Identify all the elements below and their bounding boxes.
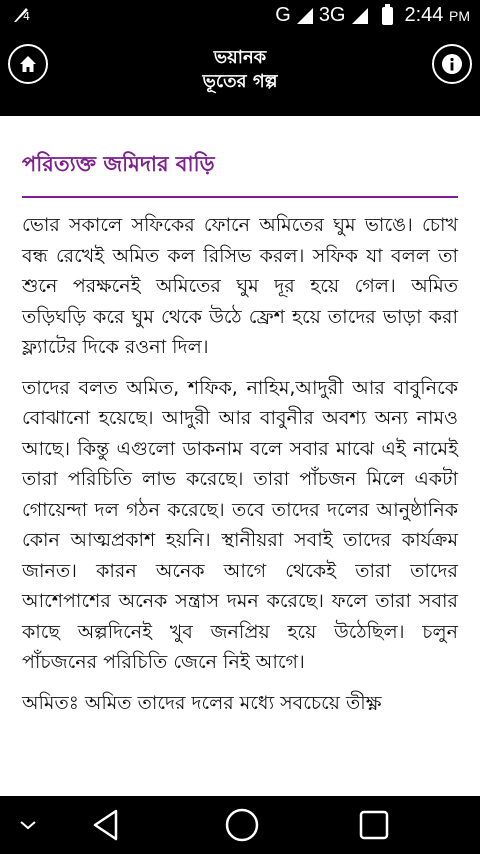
app-title [0, 46, 480, 94]
story-paragraph: তাদের বলত অমিত, শফিক, নাহিম,আদুরী আর বাবুনিকে বোঝানো হয়েছে। আদুরী আর বাবুনীর অবশ্য অন্য নামও আছে। কিন্তু এগুলো ডাকনাম বলে সবার মাঝে এই নামেই তারা পরিচিতি লাভ করেছে। তারা পাঁচজন মিলে একটা গোয়েন্দা দল গঠন করেছে। তবে তাদের দলের আনুষ্ঠানিক কোন আত্মপ্রকাশ হয়নি। স্থানীয়রা সবাই তাদের কার্যক্রম জানত। কারন অনেক আগে থেকেই তারা তাদের আশেপাশের অনেক সন্ত্রাস দমন করেছে। ফলে তারা সবার কাছে অল্পদিনেই খুব জনপ্রিয় হয়ে উঠেছিল। চলুন পাঁচজনের পরিচিতি জেনে নিই আগে। [22, 376, 458, 673]
back-icon [90, 808, 122, 842]
signal-icon [297, 8, 313, 24]
story-paragraph: অমিতঃ অমিত তাদের দলের মধ্যে সবচেয়ে তীক্ষ্ণ [22, 691, 382, 714]
nav-home-button[interactable] [222, 805, 262, 845]
chevron-down-icon [18, 818, 38, 832]
status-icons [275, 4, 470, 27]
story-title: পরিত্যক্ত জমিদার বাড়ি [22, 152, 215, 176]
clock-time: 2:44 [404, 4, 444, 26]
title-divider [22, 196, 458, 198]
notification-badge: 4 [23, 10, 30, 23]
status-time [405, 4, 471, 27]
home-circle-icon [224, 807, 260, 843]
story-content[interactable] [0, 116, 480, 796]
story-body [22, 210, 458, 728]
info-button[interactable] [432, 44, 472, 84]
status-bar [0, 0, 480, 32]
battery-icon [382, 7, 393, 25]
app-title-line2: ভূতের গল্প [202, 71, 278, 92]
signal-icon-2 [352, 8, 368, 24]
story-paragraph: ভোর সকালে সফিকের ফোনে অমিতের ঘুম ভাঙে। চোখ বন্ধ রেখেই অমিত কল রিসিভ করল। সফিক যা বলল তা শুনে পরক্ষনেই অমিতের ঘুম দূর হয়ে গেল। অমিত তড়িঘড়ি করে ঘুম থেকে উঠে ফ্রেশ হয়ে তাদের ভাড়া করা ফ্ল্যাটের দিকে রওনা দিল। [22, 214, 458, 358]
info-icon [441, 53, 463, 75]
app-title-line1: ভয়ানক [213, 47, 267, 68]
nav-collapse-button[interactable] [8, 805, 48, 845]
network-g-label: G [275, 4, 291, 26]
nav-recents-button[interactable] [354, 805, 394, 845]
system-nav-bar [0, 796, 480, 854]
app-bar [0, 32, 480, 116]
recents-icon [358, 809, 390, 841]
network-3g-label: 3G [318, 4, 346, 26]
notification-icon [12, 6, 30, 28]
nav-back-button[interactable] [86, 805, 126, 845]
clock-ampm: PM [449, 8, 470, 24]
